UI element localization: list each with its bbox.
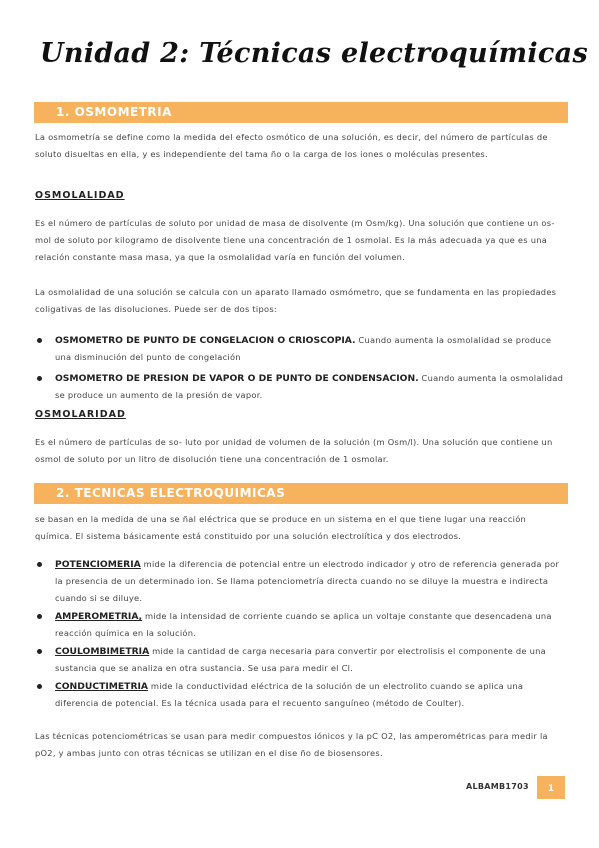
author-code: ALBAMB1703 [466, 782, 529, 791]
list-item-term: POTENCIOMERIA [55, 559, 141, 570]
list-item [35, 332, 565, 366]
list-item-text: Cuando aumenta la osmolalidad se produce una disminución del punto de congelación [55, 335, 552, 362]
osmometer-types-list [35, 332, 565, 404]
section-heading-label: 2. TECNICAS ELECTROQUIMICAS [56, 486, 286, 500]
list-item [35, 608, 565, 642]
list-item-term: OSMOMETRO DE PRESION DE VAPOR O DE PUNTO DE CONDENSACION. [55, 373, 419, 384]
list-item-term: AMPEROMETRIA, [55, 611, 143, 622]
list-item-text: mide la cantidad de carga necesaria para convertir por electrolisis el componente de una sustancia que se analiza en otra sustancia. Se usa para medir el Cl. [55, 646, 546, 673]
bullet-icon [37, 684, 42, 689]
section-heading-osmometria [34, 102, 568, 123]
techniques-list [35, 556, 565, 712]
list-item-text: Cuando aumenta la osmolalidad se produce un aumento de la presión de vapor. [55, 373, 564, 400]
bullet-icon [37, 562, 42, 567]
page-title: Unidad 2: Técnicas electroquímicas [40, 38, 588, 69]
list-item [35, 678, 565, 712]
page-number-badge [537, 776, 565, 799]
tecnicas-intro: se basan en la medida de una se ñal eléctrica que se produce en un sistema en el que tiene lugar una reacción química. El sistema básicamente está constituido por una solución electrolítica y dos electrodos. [35, 514, 527, 541]
list-item-text: mide la diferencia de potencial entre un electrodo indicador y otro de referencia generada por la presencia de un determinado ion. Se llama potenciometría directa cuando no se diluye la muestra e indirecta cuando si se diluye. [55, 559, 560, 603]
subheading-osmolalidad: OSMOLALIDAD [35, 190, 125, 201]
list-item [35, 370, 565, 404]
list-item-text: mide la intensidad de corriente cuando se aplica un voltaje constante que desencadena una reacción química en la solución. [55, 611, 552, 638]
section-heading-tecnicas [34, 483, 568, 504]
bullet-icon [37, 338, 42, 343]
list-item [35, 643, 565, 677]
list-item-term: OSMOMETRO DE PUNTO DE CONGELACION O CRIOSCOPIA. [55, 335, 356, 346]
page-number: 1 [547, 784, 555, 794]
list-item-term: CONDUCTIMETRIA [55, 681, 149, 692]
tecnicas-closing: Las técnicas potenciométricas se usan para medir compuestos iónicos y la pC O2, las amperométricas para medir la pO2, y ambas junto con otras técnicas se utilizan en el dise ño de biosensores. [35, 731, 548, 758]
bullet-icon [37, 376, 42, 381]
bullet-icon [37, 649, 42, 654]
bullet-icon [37, 614, 42, 619]
osmolaridad-paragraph: Es el número de partículas de so- luto por unidad de volumen de la solución (m Osm/l). Una solución que contiene un osmol de soluto por un litro de disolución tiene una concentración de 1 osmolar. [35, 437, 553, 464]
subheading-osmolaridad: OSMOLARIDAD [35, 409, 126, 420]
osmometria-intro: La osmometría se define como la medida del efecto osmótico de una solución, es decir, del número de partículas de soluto disueltas en ella, y es independiente del tama ño o la carga de los iones o moléculas presentes. [35, 132, 548, 159]
list-item-text: mide la conductividad eléctrica de la solución de un electrolito cuando se aplica una diferencia de potencial. Es la técnica usada para el recuento sanguíneo (método de Coulter). [55, 681, 524, 708]
list-item-term: COULOMBIMETRIA [55, 646, 150, 657]
osmolalidad-paragraph-2: La osmolalidad de una solución se calcula con un aparato llamado osmómetro, que se fundamenta en las propiedades coligativas de las disoluciones. Puede ser de dos tipos: [35, 287, 557, 314]
list-item [35, 556, 565, 607]
section-heading-label: 1. OSMOMETRIA [56, 105, 172, 119]
osmolalidad-paragraph-1: Es el número de partículas de soluto por unidad de masa de disolvente (m Osm/kg). Una solución que contiene un os- mol de soluto por kilogramo de disolvente tiene una concentración de 1 osmolal. Es la más adecuada ya que es una relación constante masa masa, ya que la osmolalidad varía en función del volumen. [35, 218, 555, 262]
